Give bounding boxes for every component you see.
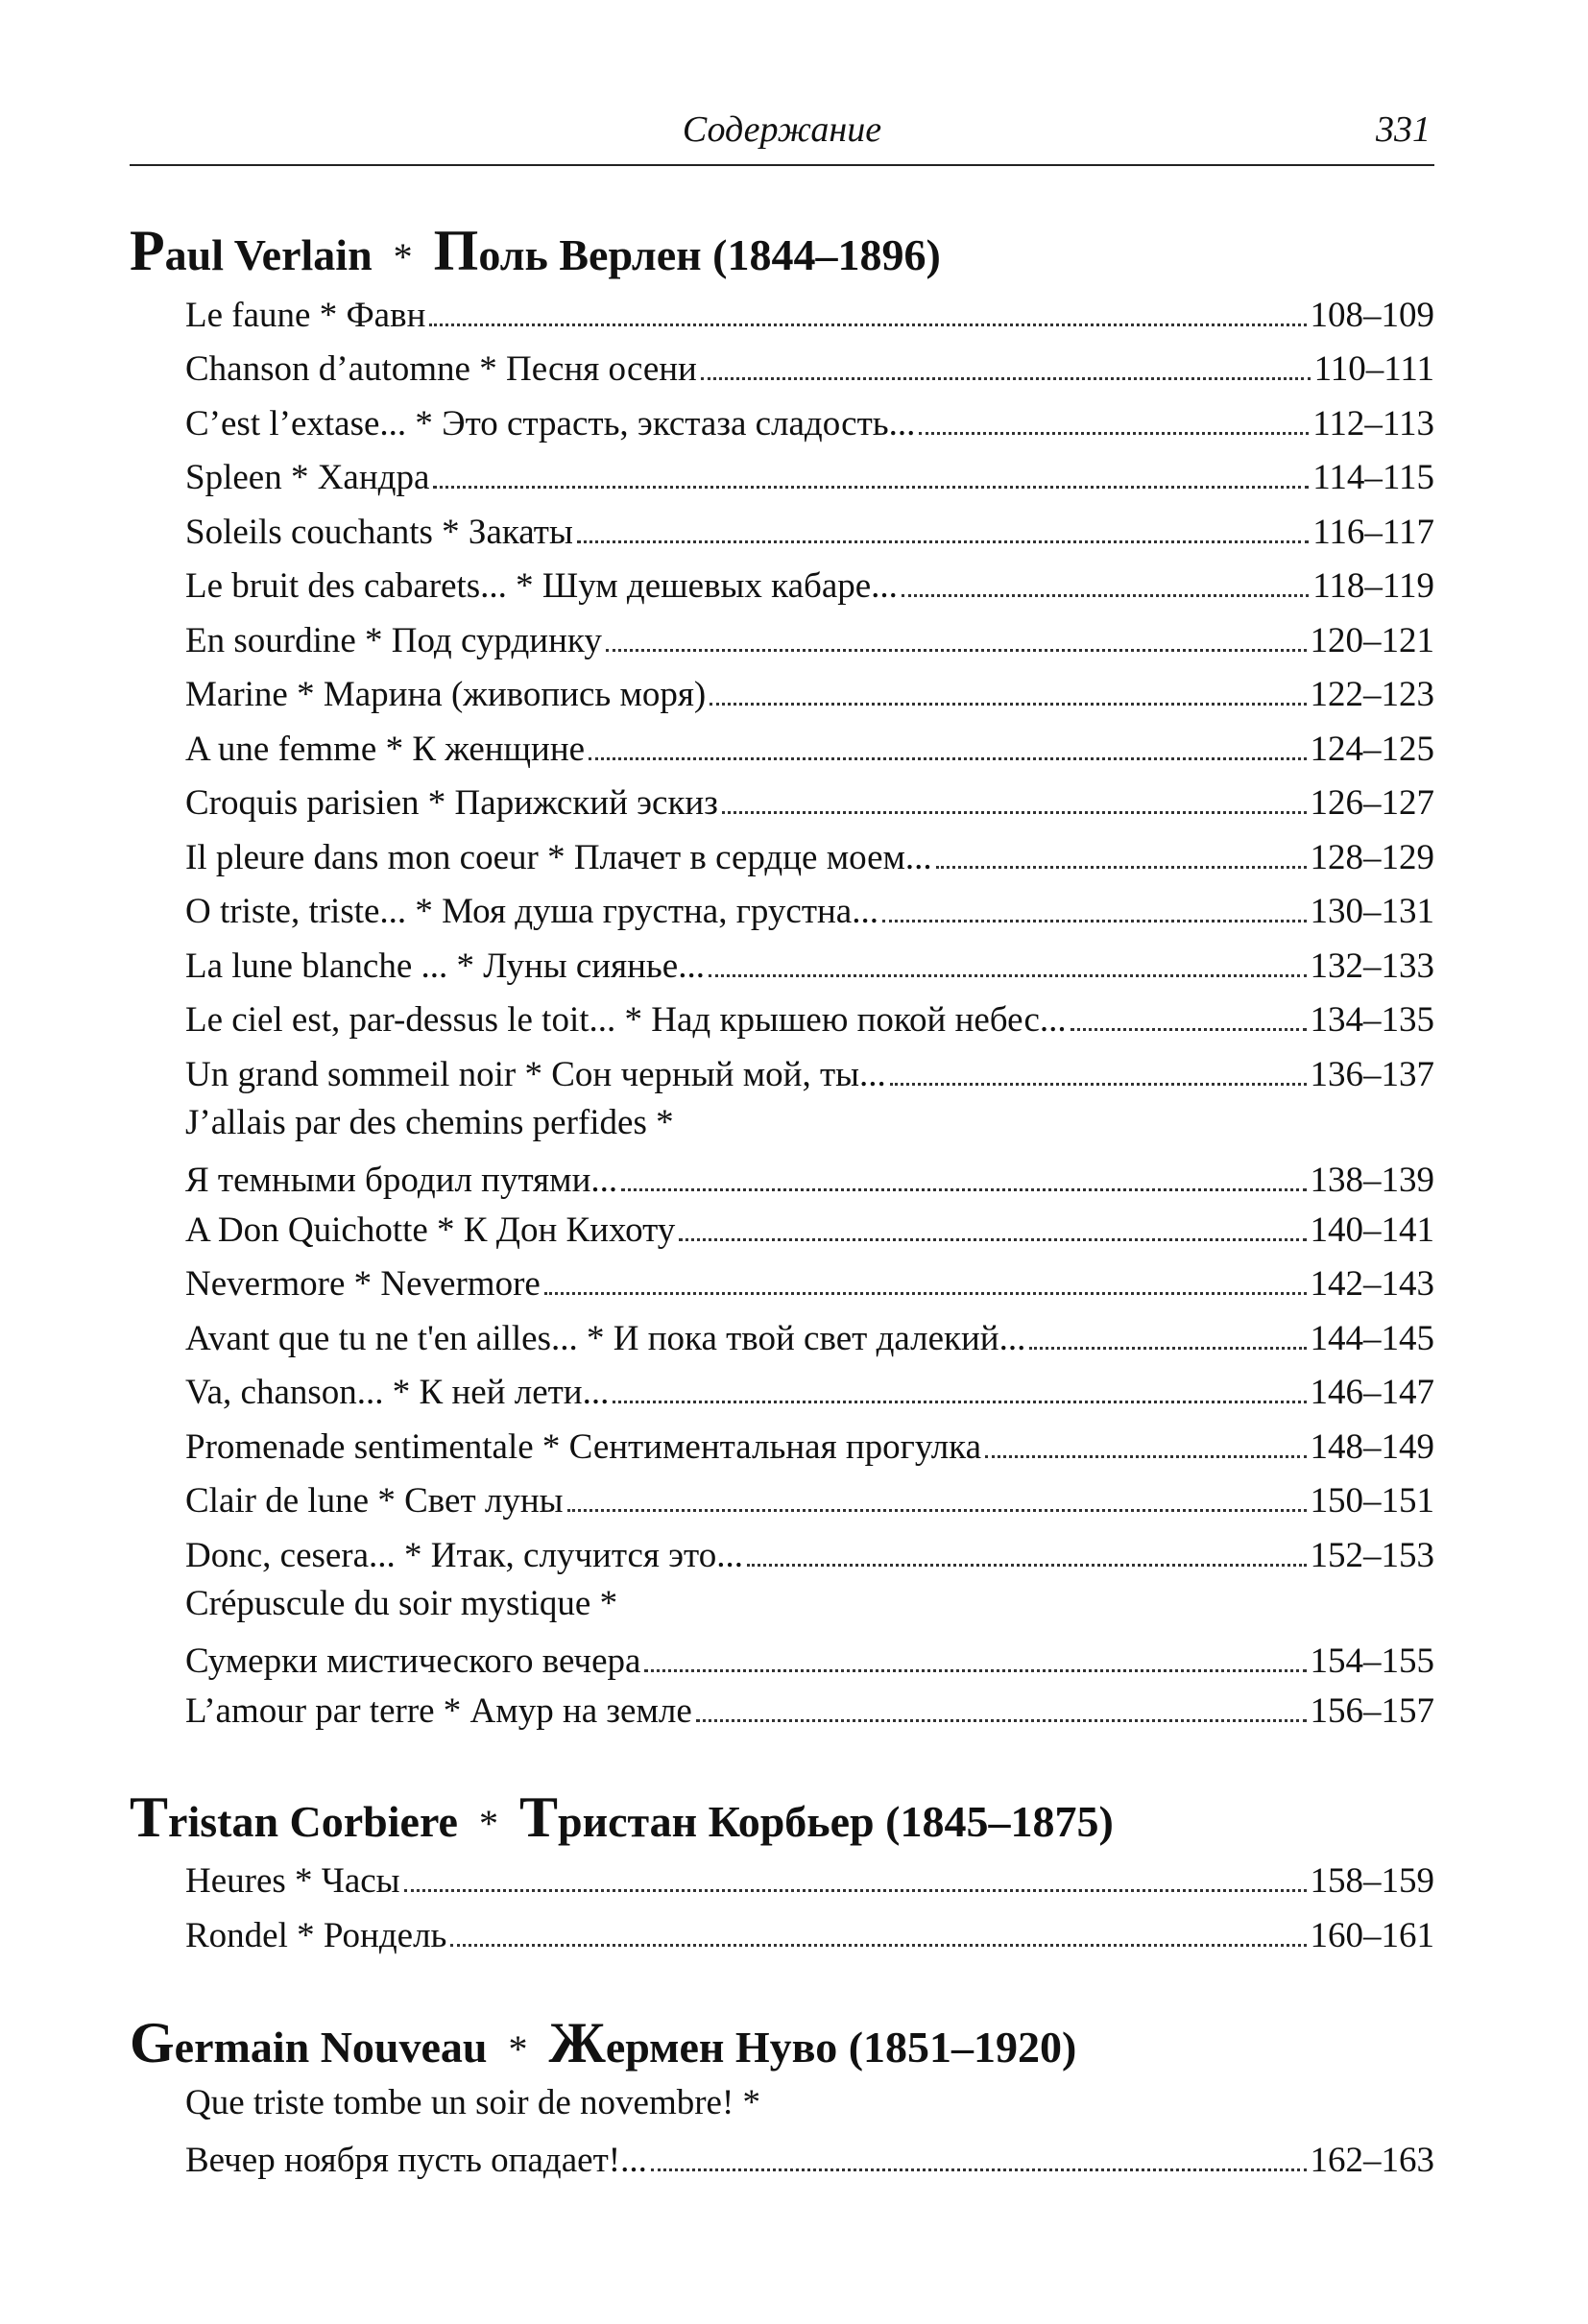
- toc-entry[interactable]: [185, 1577, 1434, 1685]
- page-number: 331: [1376, 109, 1431, 150]
- entry-pages: 132–133: [1310, 946, 1434, 986]
- leader-dots: [613, 1362, 1306, 1403]
- leader-dots: [544, 1254, 1307, 1295]
- author-heading-nouveau: [130, 2009, 1474, 2076]
- entry-pages: 124–125: [1310, 730, 1434, 769]
- entry-title: C’est l’extase... * Это страсть, экстаза сладость...: [185, 404, 916, 443]
- entry-title: Le faune * Фавн: [185, 296, 426, 335]
- entry-pages: 148–149: [1310, 1427, 1434, 1467]
- leader-dots: [679, 1200, 1306, 1241]
- toc-entry[interactable]: [185, 1096, 1434, 1204]
- author-heading-verlain: [130, 217, 1474, 284]
- entry-title: Heures * Часы: [185, 1861, 400, 1901]
- entry-title: Donc, cesera... * Итак, случится это...: [185, 1536, 743, 1575]
- toc-entry[interactable]: [185, 556, 1434, 610]
- leader-dots: [919, 394, 1309, 435]
- leader-dots: [606, 611, 1307, 652]
- leader-dots: [722, 773, 1307, 814]
- entry-title: Clair de lune * Свет луны: [185, 1481, 564, 1521]
- leader-dots: [651, 2130, 1307, 2171]
- toc-entry[interactable]: [185, 990, 1434, 1043]
- toc-entry[interactable]: [185, 827, 1434, 881]
- toc-entry[interactable]: [185, 1044, 1434, 1098]
- entry-title: A Don Quichotte * К Дон Кихоту: [185, 1210, 676, 1250]
- toc-entry[interactable]: [185, 1308, 1434, 1362]
- toc-entry[interactable]: [185, 1200, 1434, 1254]
- toc-entry[interactable]: [185, 719, 1434, 773]
- entry-title: Promenade sentimentale * Сентиментальная прогулка: [185, 1427, 981, 1467]
- leader-dots: [433, 447, 1309, 489]
- entry-pages: 152–153: [1310, 1536, 1434, 1575]
- leader-dots: [902, 556, 1309, 597]
- toc-entry[interactable]: [185, 1681, 1434, 1735]
- toc-entry[interactable]: [185, 2076, 1434, 2184]
- leader-dots: [567, 1471, 1307, 1512]
- entry-pages: 158–159: [1310, 1861, 1434, 1901]
- leader-dots: [1029, 1308, 1306, 1350]
- separator-star: *: [478, 1802, 498, 1845]
- author-ru-name: ристан Корбьер (1845–1875): [557, 1797, 1114, 1846]
- author-heading-corbiere: [130, 1784, 1474, 1851]
- toc-entry[interactable]: [185, 339, 1434, 393]
- toc-entry[interactable]: [185, 664, 1434, 718]
- author-initial: T: [130, 1785, 169, 1849]
- leader-dots: [1071, 990, 1307, 1031]
- entry-title: Marine * Марина (живопись моря): [185, 675, 707, 714]
- entry-pages: 160–161: [1310, 1916, 1434, 1955]
- author-ru-name: оль Верлен (1844–1896): [478, 230, 941, 279]
- toc-entry[interactable]: [185, 936, 1434, 990]
- entry-title: Croquis parisien * Парижский эскиз: [185, 783, 718, 823]
- separator-star: *: [508, 2027, 528, 2071]
- author-name: ristan Corbiere: [168, 1797, 458, 1846]
- leader-dots: [709, 936, 1307, 977]
- leader-dots: [644, 1631, 1306, 1672]
- entry-pages: 140–141: [1310, 1210, 1434, 1250]
- leader-dots: [890, 1044, 1307, 1086]
- leader-dots: [747, 1525, 1307, 1567]
- author-initial: G: [130, 2011, 175, 2074]
- entry-pages: 156–157: [1310, 1691, 1434, 1731]
- leader-dots: [621, 1150, 1306, 1191]
- entry-pages: 134–135: [1310, 1000, 1434, 1040]
- entry-pages: 114–115: [1312, 458, 1434, 497]
- entry-title: Le ciel est, par-dessus le toit... * Над крышею покой небес...: [185, 1000, 1067, 1040]
- entry-pages: 136–137: [1310, 1055, 1434, 1094]
- toc-entry[interactable]: [185, 1905, 1434, 1959]
- author-initial: P: [130, 219, 165, 282]
- entry-title: Un grand sommeil noir * Сон черный мой, ты...: [185, 1055, 886, 1094]
- entry-title: Va, chanson... * К ней лети...: [185, 1373, 610, 1412]
- separator-star: *: [393, 235, 413, 278]
- entry-title-line1: Crépuscule du soir mystique *: [185, 1584, 618, 1623]
- author-name: ermain Nouveau: [174, 2023, 488, 2072]
- toc-entry[interactable]: [185, 1254, 1434, 1307]
- leader-dots: [936, 827, 1307, 869]
- entry-title: Avant que tu ne t'en ailles... * И пока твой свет далекий...: [185, 1319, 1026, 1358]
- entry-title: Le bruit des cabarets... * Шум дешевых кабаре...: [185, 566, 898, 606]
- entry-pages: 138–139: [1310, 1161, 1434, 1200]
- entry-title: Я темными бродил путями...: [185, 1161, 618, 1200]
- leader-dots: [404, 1851, 1307, 1892]
- toc-entry[interactable]: [185, 447, 1434, 501]
- entry-pages: 162–163: [1310, 2141, 1434, 2180]
- entry-title: Soleils couchants * Закаты: [185, 513, 573, 552]
- entry-title: Il pleure dans mon coeur * Плачет в сердце моем...: [185, 838, 932, 877]
- toc-entry[interactable]: [185, 1525, 1434, 1579]
- leader-dots: [985, 1417, 1307, 1458]
- entry-pages: 122–123: [1310, 675, 1434, 714]
- entry-title: Nevermore * Nevermore: [185, 1264, 541, 1304]
- entry-pages: 150–151: [1310, 1481, 1434, 1521]
- entry-pages: 142–143: [1310, 1264, 1434, 1304]
- entry-title: Сумерки мистического вечера: [185, 1641, 641, 1681]
- leader-dots: [429, 285, 1306, 326]
- entry-pages: 144–145: [1310, 1319, 1434, 1358]
- entry-title-line1: Que triste tombe un soir de novembre! *: [185, 2083, 761, 2122]
- toc-entry[interactable]: [185, 1471, 1434, 1524]
- author-ru-initial: П: [433, 219, 479, 282]
- leader-dots: [589, 719, 1306, 760]
- toc-entry[interactable]: [185, 394, 1434, 447]
- entry-title: L’amour par terre * Амур на земле: [185, 1691, 692, 1731]
- entry-title: Вечер ноября пусть опадает!...: [185, 2141, 647, 2180]
- leader-dots: [577, 502, 1309, 543]
- toc-entry[interactable]: [185, 611, 1434, 664]
- toc-entry[interactable]: [185, 1417, 1434, 1471]
- leader-dots: [710, 664, 1306, 706]
- entry-pages: 130–131: [1310, 892, 1434, 931]
- entry-pages: 128–129: [1310, 838, 1434, 877]
- toc-entry[interactable]: [185, 285, 1434, 339]
- entry-pages: 120–121: [1310, 621, 1434, 660]
- entry-pages: 118–119: [1312, 566, 1434, 606]
- entry-title: Chanson d’automne * Песня осени: [185, 349, 697, 389]
- entry-title-line1: J’allais par des chemins perfides *: [185, 1103, 674, 1142]
- running-title: Содержание: [682, 109, 882, 150]
- entry-title: O triste, triste... * Моя душа грустна, грустна...: [185, 892, 878, 931]
- entry-pages: 116–117: [1312, 513, 1434, 552]
- leader-dots: [882, 881, 1307, 922]
- toc-entry[interactable]: [185, 881, 1434, 935]
- author-name: aul Verlain: [164, 230, 373, 279]
- author-ru-name: ермен Нуво (1851–1920): [605, 2023, 1077, 2072]
- entry-pages: 110–111: [1313, 349, 1434, 389]
- entry-title: La lune blanche ... * Луны сиянье...: [185, 946, 705, 986]
- entry-pages: 126–127: [1310, 783, 1434, 823]
- author-ru-initial: Т: [518, 1785, 558, 1849]
- running-header: [130, 101, 1434, 166]
- entry-title: En sourdine * Под сурдинку: [185, 621, 602, 660]
- author-ru-initial: Ж: [548, 2011, 606, 2074]
- leader-dots: [701, 339, 1311, 380]
- toc-entry[interactable]: [185, 502, 1434, 556]
- leader-dots: [450, 1905, 1306, 1947]
- entry-pages: 108–109: [1310, 296, 1434, 335]
- entry-pages: 112–113: [1312, 404, 1434, 443]
- entry-title: Rondel * Рондель: [185, 1916, 447, 1955]
- entry-title: A une femme * К женщине: [185, 730, 586, 769]
- entry-pages: 146–147: [1310, 1373, 1434, 1412]
- toc-entry[interactable]: [185, 1851, 1434, 1905]
- toc-entry[interactable]: [185, 773, 1434, 827]
- entry-title: Spleen * Хандра: [185, 458, 430, 497]
- leader-dots: [696, 1681, 1307, 1722]
- entry-pages: 154–155: [1310, 1641, 1434, 1681]
- toc-entry[interactable]: [185, 1362, 1434, 1416]
